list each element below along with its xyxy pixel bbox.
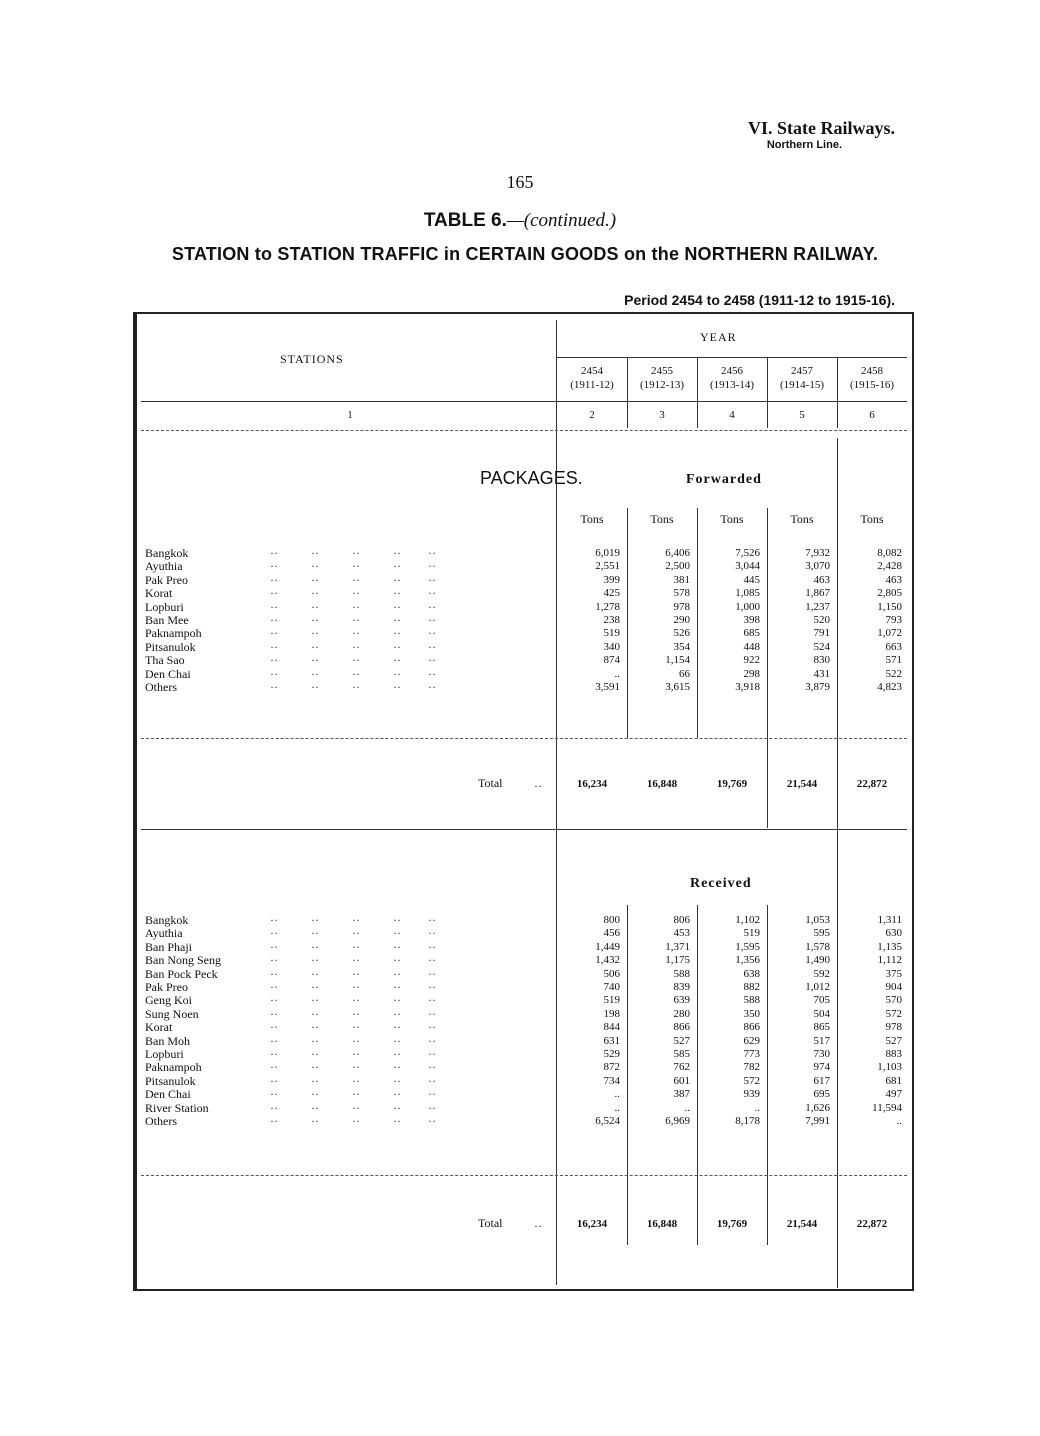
table-cell: 939 [743,1088,760,1101]
year-column-header: 2454 (1911-12) [570,365,614,391]
table-cell: 773 [743,1048,760,1060]
table-cell: 526 [673,627,690,640]
leader-dots: ·· ·· ·· ·· ·· [270,1087,436,1102]
total-value: 16,234 [576,1218,608,1230]
station-name: Others [145,680,177,694]
table-cell: 631 [603,1034,620,1047]
table-cell: 740 [603,981,620,993]
table-cell: 198 [603,1007,620,1020]
table-cell: 1,154 [665,654,690,667]
column-number: 2 [589,409,595,421]
table-cell: 730 [813,1048,830,1060]
column-number: 4 [729,409,735,421]
leader-dots: ·· ·· ·· ·· ·· [270,559,436,574]
table-cell: 3,918 [735,681,760,693]
table-cell: 1,053 [805,914,830,926]
table-cell: .. [684,1101,690,1114]
table-cell: 1,102 [735,914,760,926]
leader-dots: ·· ·· ·· ·· ·· [270,666,436,681]
table-cell: 1,000 [735,600,760,613]
leader-dots: ·· ·· ·· ·· ·· [270,546,436,560]
received-label: Received [690,876,752,891]
table-cell: 839 [673,981,690,993]
table-cell: 663 [885,640,902,653]
station-name: Den Chai [145,1087,191,1102]
leader-dots: ·· ·· ·· ·· ·· [270,586,436,601]
leader-dots: ·· ·· ·· ·· ·· [270,993,436,1008]
table-cell: 520 [813,614,830,626]
year-header: YEAR [700,330,737,344]
table-cell: 1,085 [735,587,760,600]
leader-dots: ·· ·· ·· ·· ·· [270,680,436,694]
station-name: Paknampoh [145,626,202,641]
table-cell: 524 [813,640,830,653]
table-cell: 1,432 [595,954,620,967]
table-cell: 874 [603,654,620,667]
table-cell: 527 [673,1034,690,1047]
table-cell: 922 [743,654,760,667]
unit-label: Tons [650,512,674,526]
table-cell: 3,615 [665,681,690,693]
station-name: Geng Koi [145,993,192,1008]
total-label: Total [478,1216,503,1230]
table-cell: 2,551 [595,560,620,573]
station-name: Ban Moh [145,1033,190,1048]
table-cell: 1,175 [665,954,690,967]
total-value: 19,769 [716,1218,748,1230]
table-cell: 381 [673,573,690,586]
table-cell: 866 [673,1021,690,1034]
table-cell: 1,626 [805,1101,830,1114]
table-cell: 1,490 [805,954,830,967]
table-cell: 978 [885,1021,902,1034]
table-cell: 791 [813,627,830,640]
stations-header: STATIONS [280,352,344,366]
station-name: Others [145,1114,177,1128]
forwarded-label: Forwarded [686,472,762,487]
leader-dots: ·· ·· ·· ·· ·· [270,1114,436,1128]
table-cell: .. [614,1088,620,1101]
leader-dots: ·· ·· ·· ·· ·· [270,939,436,954]
table-cell: 398 [743,614,760,626]
table-title [0,210,1040,232]
table-cell: .. [896,1115,902,1127]
station-name: Ban Nong Seng [145,953,221,968]
table-cell: 883 [885,1048,902,1060]
table-cell: 705 [813,994,830,1007]
leader-dots: ·· ·· ·· ·· ·· [270,1100,436,1115]
column-number: 5 [799,409,805,421]
table-cell: 506 [603,967,620,980]
station-name: Korat [145,586,173,601]
table-frame [133,312,914,1291]
page-number: 165 [506,172,534,192]
table-cell: 529 [603,1048,620,1060]
table-cell: 800 [603,914,620,926]
table-cell: 1,237 [805,600,830,613]
station-name: Lopburi [145,599,184,614]
table-cell: 6,019 [595,547,620,559]
table-cell: 629 [743,1034,760,1047]
table-cell: .. [754,1101,760,1114]
table-cell: 572 [885,1007,902,1020]
leader-dots: ·· ·· ·· ·· ·· [270,626,436,641]
table-cell: 601 [673,1074,690,1087]
table-cell: 463 [813,573,830,586]
total-value: 19,769 [716,778,748,790]
leader-dots: ·· ·· ·· ·· ·· [270,613,436,627]
table-cell: 6,524 [595,1115,620,1127]
table-cell: 527 [885,1034,902,1047]
leader-dots: ·· ·· ·· ·· ·· [270,1060,436,1075]
station-name: Ban Phaji [145,939,192,954]
station-name: River Station [145,1100,209,1115]
table-period: Period 2454 to 2458 (1911-12 to 1915-16). [624,292,895,308]
year-column-header: 2455 (1912-13) [640,365,684,391]
table-cell: 517 [813,1034,830,1047]
table-cell: 6,406 [665,547,690,559]
table-cell: .. [614,667,620,680]
column-number: 1 [347,409,353,421]
table-cell: 793 [885,614,902,626]
table-cell: 830 [813,654,830,667]
table-cell: 3,044 [735,560,760,573]
table-cell: 882 [743,981,760,993]
table-cell: 387 [673,1088,690,1101]
table-cell: .. [614,1101,620,1114]
table-cell: 585 [673,1048,690,1060]
table-cell: 354 [673,640,690,653]
unit-label: Tons [720,512,744,526]
station-name: Pak Preo [145,572,188,587]
table-heading: STATION to STATION TRAFFIC in CERTAIN GOODS on the NORTHERN RAILWAY. [171,244,879,264]
table-cell: 1,135 [877,940,902,953]
line-name: Northern Line. [766,139,842,151]
table-cell: 8,178 [735,1115,760,1127]
table-cell: 1,449 [595,940,620,953]
station-name: Den Chai [145,666,191,681]
leader-dots: ·· ·· ·· ·· ·· [270,913,436,927]
column-number: 6 [869,409,875,421]
leader-dots: ·· ·· ·· ·· ·· [270,966,436,981]
table-cell: 974 [813,1061,830,1074]
table-cell: 872 [603,1061,620,1074]
table-cell: 7,526 [735,547,760,559]
table-cell: 453 [673,927,690,940]
table-cell: 497 [885,1088,902,1101]
table-cell: 570 [885,994,902,1007]
table-cell: 445 [743,573,760,586]
table-cell: 844 [603,1021,620,1034]
leader-dots: ·· ·· ·· ·· ·· [270,953,436,968]
table-cell: 681 [885,1074,902,1087]
table-cell: 1,578 [805,940,830,953]
table-cell: 399 [603,573,620,586]
year-column-header: 2456 (1913-14) [710,365,754,391]
leader-dots: ·· ·· ·· ·· ·· [270,1020,436,1035]
table-cell: 588 [743,994,760,1007]
station-name: Ban Mee [145,613,189,627]
table-cell: 7,932 [805,547,830,559]
total-value: 21,544 [786,1218,818,1230]
table-cell: 2,500 [665,560,690,573]
table-cell: 2,805 [877,587,902,600]
table-cell: 431 [813,667,830,680]
total-value: 21,544 [786,778,818,790]
table-cell: 866 [743,1021,760,1034]
leader-dots: ·· ·· ·· ·· ·· [270,1006,436,1021]
table-cell: 519 [603,994,620,1007]
table-cell: 280 [673,1007,690,1020]
table-cell: 1,072 [877,627,902,640]
leader-dots: ·· ·· ·· ·· ·· [270,599,436,614]
table-cell: 522 [885,667,902,680]
station-name: Lopburi [145,1047,184,1061]
table-cell: 630 [885,927,902,940]
commodity-label: PACKAGES. [480,468,583,488]
leader-dots: ·· ·· ·· ·· ·· [270,572,436,587]
table-cell: 11,594 [872,1101,902,1114]
table-cell: 638 [743,967,760,980]
table-cell: 1,371 [665,940,690,953]
station-name: Ban Pock Peck [145,966,218,981]
total-value: 22,872 [856,1218,888,1230]
unit-label: Tons [580,512,604,526]
total-value: 22,872 [856,778,888,790]
table-cell: 519 [603,627,620,640]
total-label: Total [478,776,503,790]
table-cell: 2,428 [877,560,902,573]
year-column-header: 2457 (1914-15) [780,365,824,391]
table-cell: 685 [743,627,760,640]
table-cell: 340 [603,640,620,653]
table-cell: 806 [673,914,690,926]
table-cell: 66 [679,667,690,680]
table-cell: 463 [885,573,902,586]
table-cell: 6,969 [665,1115,690,1127]
table-cell: 734 [603,1074,620,1087]
leader-dots: ·· ·· ·· ·· ·· [270,653,436,668]
leader-dots: ·· ·· ·· ·· ·· [270,1073,436,1088]
leader-dots: ·· [534,1219,542,1233]
table-cell: 1,311 [877,914,902,926]
table-cell: 1,867 [805,587,830,600]
station-name: Paknampoh [145,1060,202,1075]
table-cell: 7,991 [805,1115,830,1127]
table-cell: 639 [673,994,690,1007]
table-number: TABLE 6. [423,210,507,231]
leader-dots: ·· [534,779,542,793]
station-name: Bangkok [145,913,189,927]
table-cell: 8,082 [877,547,902,559]
table-cell: 425 [603,587,620,600]
table-cell: 4,823 [877,681,902,693]
table-continued: —(continued.) [506,210,617,231]
table-cell: 762 [673,1061,690,1074]
leader-dots: ·· ·· ·· ·· ·· [270,1047,436,1061]
unit-label: Tons [860,512,884,526]
leader-dots: ·· ·· ·· ·· ·· [270,1033,436,1048]
total-value: 16,848 [646,1218,678,1230]
table-cell: 1,012 [805,981,830,993]
station-name: Korat [145,1020,173,1035]
table-cell: 865 [813,1021,830,1034]
table-cell: 519 [743,927,760,940]
station-name: Bangkok [145,546,189,560]
table-cell: 1,278 [595,600,620,613]
station-name: Ayuthia [145,559,183,574]
station-name: Pitsanulok [145,1073,196,1088]
section-title: VI. State Railways. [748,118,895,138]
table-cell: 595 [813,927,830,940]
table-cell: 3,070 [805,560,830,573]
table-cell: 592 [813,967,830,980]
table-cell: 782 [743,1061,760,1074]
table-cell: 588 [673,967,690,980]
table-cell: 3,879 [805,681,830,693]
table-cell: 1,112 [877,954,902,967]
table-cell: 350 [743,1007,760,1020]
table-cell: 1,595 [735,940,760,953]
table-cell: 978 [673,600,690,613]
station-name: Ayuthia [145,926,183,941]
column-number: 3 [659,409,665,421]
station-name: Sung Noen [145,1006,199,1021]
total-value: 16,234 [576,778,608,790]
table-cell: 1,150 [877,600,902,613]
table-cell: 904 [885,981,902,993]
unit-label: Tons [790,512,814,526]
table-cell: 572 [743,1074,760,1087]
leader-dots: ·· ·· ·· ·· ·· [270,639,436,654]
table-cell: 571 [885,654,902,667]
table-cell: 456 [603,927,620,940]
total-value: 16,848 [646,778,678,790]
table-cell: 1,356 [735,954,760,967]
table-cell: 375 [885,967,902,980]
table-cell: 1,103 [877,1061,902,1074]
table-cell: 3,591 [595,681,620,693]
table-cell: 617 [813,1074,830,1087]
station-name: Pak Preo [145,980,188,994]
year-column-header: 2458 (1915-16) [850,365,894,391]
leader-dots: ·· ·· ·· ·· ·· [270,980,436,994]
station-name: Pitsanulok [145,639,196,654]
table-cell: 695 [813,1088,830,1101]
table-cell: 448 [743,640,760,653]
table-cell: 238 [603,614,620,626]
table-cell: 298 [743,667,760,680]
table-cell: 504 [813,1007,830,1020]
table-cell: 290 [673,614,690,626]
leader-dots: ·· ·· ·· ·· ·· [270,926,436,941]
station-name: Tha Sao [145,653,185,668]
table-cell: 578 [673,587,690,600]
